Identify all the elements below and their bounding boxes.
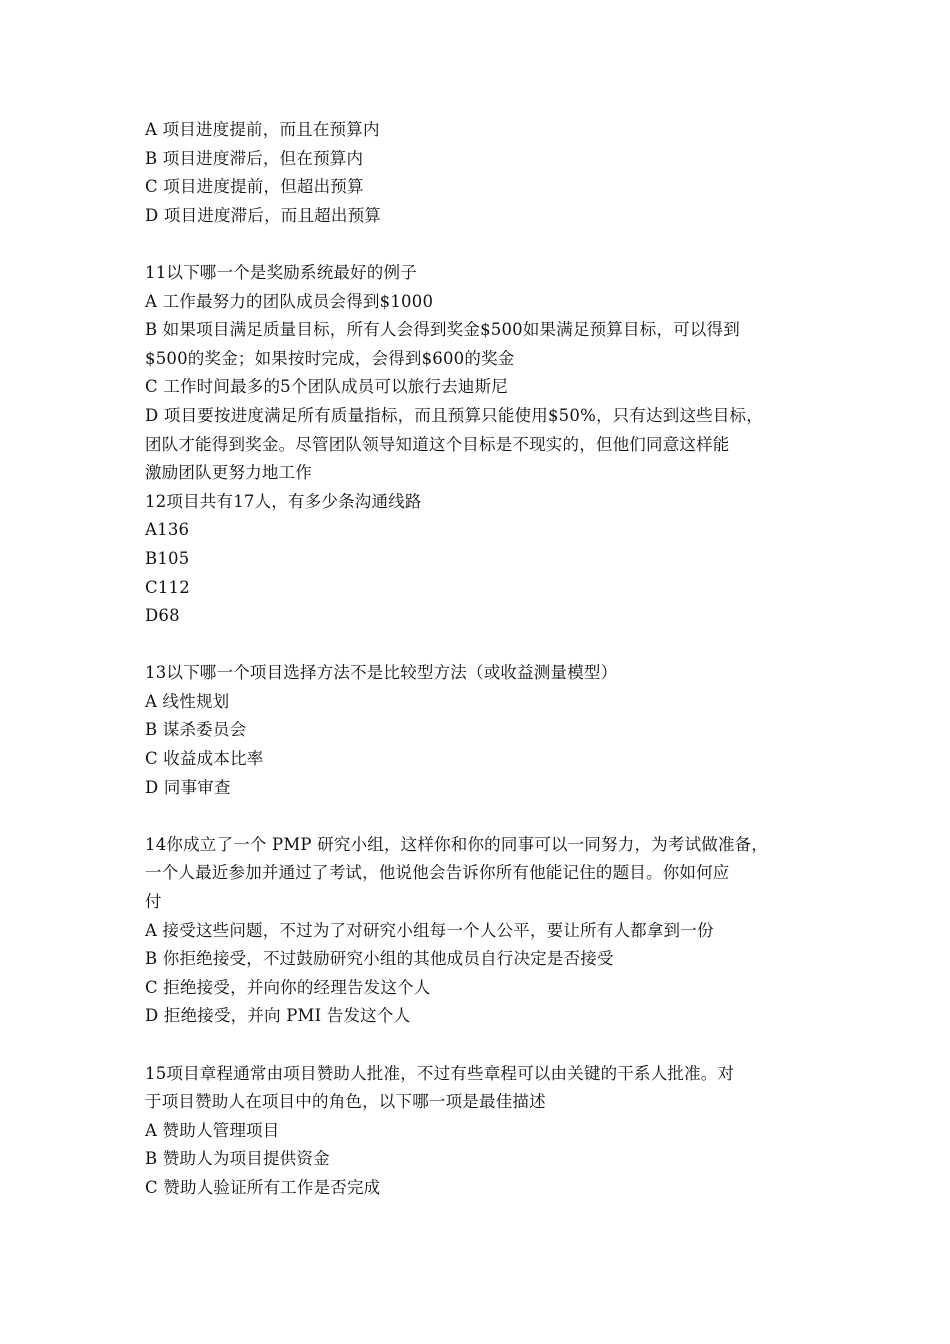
option-line: C 工作时间最多的5个团队成员可以旅行去迪斯尼 — [145, 377, 508, 397]
document-content — [145, 116, 815, 1203]
option-line: A 项目进度提前，而且在预算内 — [145, 120, 380, 139]
option-line: B 你拒绝接受，不过鼓励研究小组的其他成员自行决定是否接受 — [145, 949, 614, 969]
question-stem: 15项目章程通常由项目赞助人批准，不过有些章程可以由关键的干系人批准。对 — [145, 1063, 735, 1083]
option-line: D 同事审查 — [145, 777, 231, 797]
option-line: D 拒绝接受，并向 PMI 告发这个人 — [145, 1006, 411, 1026]
question-stem: 14你成立了一个 PMP 研究小组，这样你和你的同事可以一同努力，为考试做准备， — [145, 834, 769, 854]
question-11 — [145, 259, 815, 488]
option-line: B 谋杀委员会 — [145, 720, 247, 740]
question-12 — [145, 488, 815, 631]
option-line: 团队才能得到奖金。尽管团队领导知道这个目标是不现实的，但他们同意这样能 — [145, 434, 730, 454]
option-line: D 项目要按进度满足所有质量指标，而且预算只能使用$50%，只有达到这些目标， — [145, 405, 763, 425]
option-line: C 项目进度提前，但超出预算 — [145, 177, 364, 197]
question-stem: 付 — [145, 892, 162, 912]
option-line: D 项目进度滞后，而且超出预算 — [145, 205, 381, 225]
option-line: D68 — [145, 606, 180, 626]
question-14 — [145, 831, 815, 1031]
option-line: B 如果项目满足质量目标，所有人会得到奖金$500如果满足预算目标，可以得到 — [145, 320, 740, 340]
option-line: A 接受这些问题，不过为了对研究小组每一个人公平，要让所有人都拿到一份 — [145, 920, 714, 940]
option-line: C 拒绝接受，并向你的经理告发这个人 — [145, 977, 431, 997]
option-line: B 赞助人为项目提供资金 — [145, 1149, 330, 1169]
question-stem: 一个人最近参加并通过了考试，他说他会告诉你所有他能记住的题目。你如何应 — [145, 863, 730, 883]
option-line: B 项目进度滞后，但在预算内 — [145, 148, 364, 168]
option-line: A136 — [145, 520, 190, 540]
option-line: A 赞助人管理项目 — [145, 1120, 280, 1140]
question-15 — [145, 1060, 815, 1203]
option-line: C 赞助人验证所有工作是否完成 — [145, 1177, 381, 1197]
question-stem: 11以下哪一个是奖励系统最好的例子 — [145, 262, 417, 282]
spacer — [145, 1031, 815, 1060]
previous-question-options — [145, 116, 815, 230]
question-stem: 于项目赞助人在项目中的角色，以下哪一项是最佳描述 — [145, 1092, 546, 1112]
question-13 — [145, 659, 815, 802]
option-line: C 收益成本比率 — [145, 749, 264, 769]
spacer — [145, 631, 815, 660]
option-line: 激励团队更努力地工作 — [145, 463, 312, 483]
option-line: $500的奖金；如果按时完成，会得到$600的奖金 — [145, 348, 515, 368]
option-line: C112 — [145, 577, 190, 597]
question-stem: 12项目共有17人，有多少条沟通线路 — [145, 491, 422, 511]
option-line: B105 — [145, 548, 190, 568]
spacer — [145, 802, 815, 831]
option-line: A 工作最努力的团队成员会得到$1000 — [145, 291, 434, 311]
question-stem: 13以下哪一个项目选择方法不是比较型方法（或收益测量模型） — [145, 663, 618, 683]
spacer — [145, 230, 815, 259]
option-line: A 线性规划 — [145, 691, 230, 711]
